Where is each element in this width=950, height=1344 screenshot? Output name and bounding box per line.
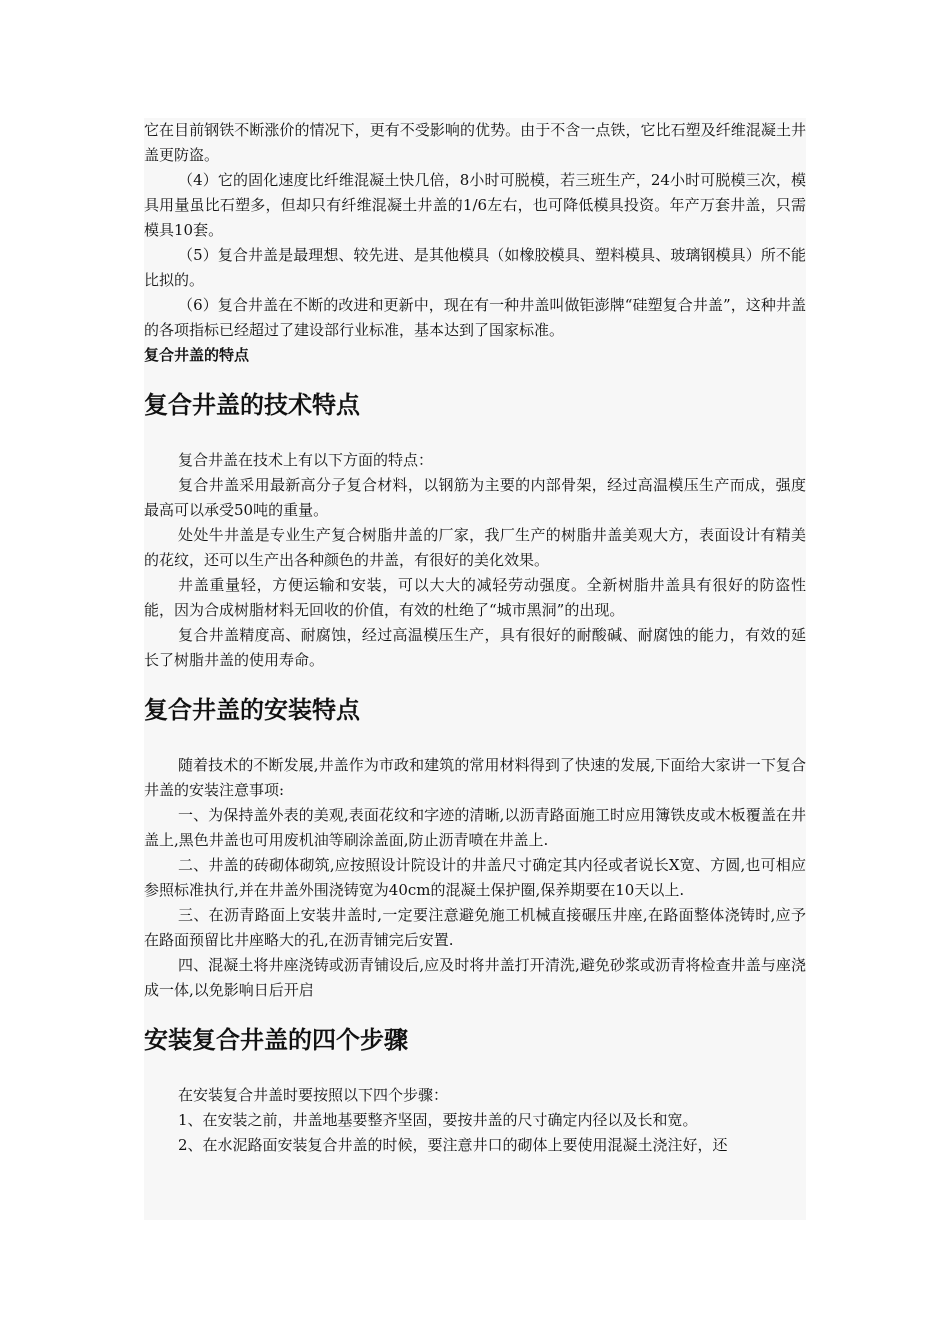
section-paragraph: 复合井盖采用最新高分子复合材料，以钢筋为主要的内部骨架，经过高温模压生产而成，强度最高可以承受50吨的重量。 <box>144 476 806 519</box>
document-body <box>144 118 806 1220</box>
section-paragraph: 1、在安装之前，井盖地基要整齐坚固，要按井盖的尺寸确定内径以及长和宽。 <box>178 1111 698 1129</box>
section-paragraph: 复合井盖精度高、耐腐蚀，经过高温模压生产，具有很好的耐酸碱、耐腐蚀的能力，有效的延长了树脂井盖的使用寿命。 <box>144 626 806 669</box>
section-paragraph: 井盖重量轻，方便运输和安装，可以大大的减轻劳动强度。全新树脂井盖具有很好的防盗性能，因为合成树脂材料无回收的价值，有效的杜绝了“城市黑洞”的出现。 <box>144 576 806 619</box>
section-paragraph: 2、在水泥路面安装复合井盖的时候，要注意井口的砌体上要使用混凝土浇注好，还 <box>178 1136 728 1154</box>
section-paragraph: 随着技术的不断发展,井盖作为市政和建筑的常用材料得到了快速的发展,下面给大家讲一下复合井盖的安装注意事项: <box>144 756 806 799</box>
section-heading-four-steps: 安装复合井盖的四个步骤 <box>144 1026 408 1054</box>
section-paragraph: 处处牛井盖是专业生产复合树脂井盖的厂家，我厂生产的树脂井盖美观大方，表面设计有精美的花纹，还可以生产出各种颜色的井盖，有很好的美化效果。 <box>144 526 806 569</box>
intro-paragraph: （4）它的固化速度比纤维混凝土快几倍，8小时可脱模，若三班生产，24小时可脱模三次，模具用量虽比石塑多，但却只有纤维混凝土井盖的1/6左右，也可降低模具投资。年产万套井盖，只需模具10套。 <box>144 171 806 239</box>
section-heading-installation: 复合井盖的安装特点 <box>144 696 360 724</box>
features-label: 复合井盖的特点 <box>144 346 250 364</box>
intro-paragraph: （6）复合井盖在不断的改进和更新中，现在有一种井盖叫做钜澎牌“硅塑复合井盖”，这种井盖的各项指标已经超过了建设部行业标准，基本达到了国家标准。 <box>144 296 806 339</box>
section-paragraph: 在安装复合井盖时要按照以下四个步骤： <box>178 1086 449 1104</box>
section-paragraph: 二、井盖的砖砌体砌筑,应按照设计院设计的井盖尺寸确定其内径或者说长X宽、方圆,也可相应参照标准执行,并在井盖外围浇铸宽为40cm的混凝土保护圈,保养期要在10天以上. <box>144 856 806 899</box>
intro-paragraph: 它在目前钢铁不断涨价的情况下，更有不受影响的优势。由于不含一点铁，它比石塑及纤维混凝土井盖更防盗。 <box>144 121 806 164</box>
intro-paragraph: （5）复合井盖是最理想、较先进、是其他模具（如橡胶模具、塑料模具、玻璃钢模具）所不能比拟的。 <box>144 246 806 289</box>
section-heading-technical: 复合井盖的技术特点 <box>144 391 360 419</box>
section-paragraph: 四、混凝土将井座浇铸或沥青铺设后,应及时将井盖打开清洗,避免砂浆或沥青将检查井盖与座浇成一体,以免影响日后开启 <box>144 956 806 999</box>
section-paragraph: 一、为保持盖外表的美观,表面花纹和字迹的清晰,以沥青路面施工时应用簿铁皮或木板覆盖在井盖上,黑色井盖也可用废机油等刷涂盖面,防止沥青喷在井盖上. <box>144 806 806 849</box>
section-paragraph: 复合井盖在技术上有以下方面的特点： <box>178 451 434 469</box>
section-paragraph: 三、在沥青路面上安装井盖时,一定要注意避免施工机械直接碾压井座,在路面整体浇铸时,应予在路面预留比井座略大的孔,在沥青铺完后安置. <box>144 906 806 949</box>
